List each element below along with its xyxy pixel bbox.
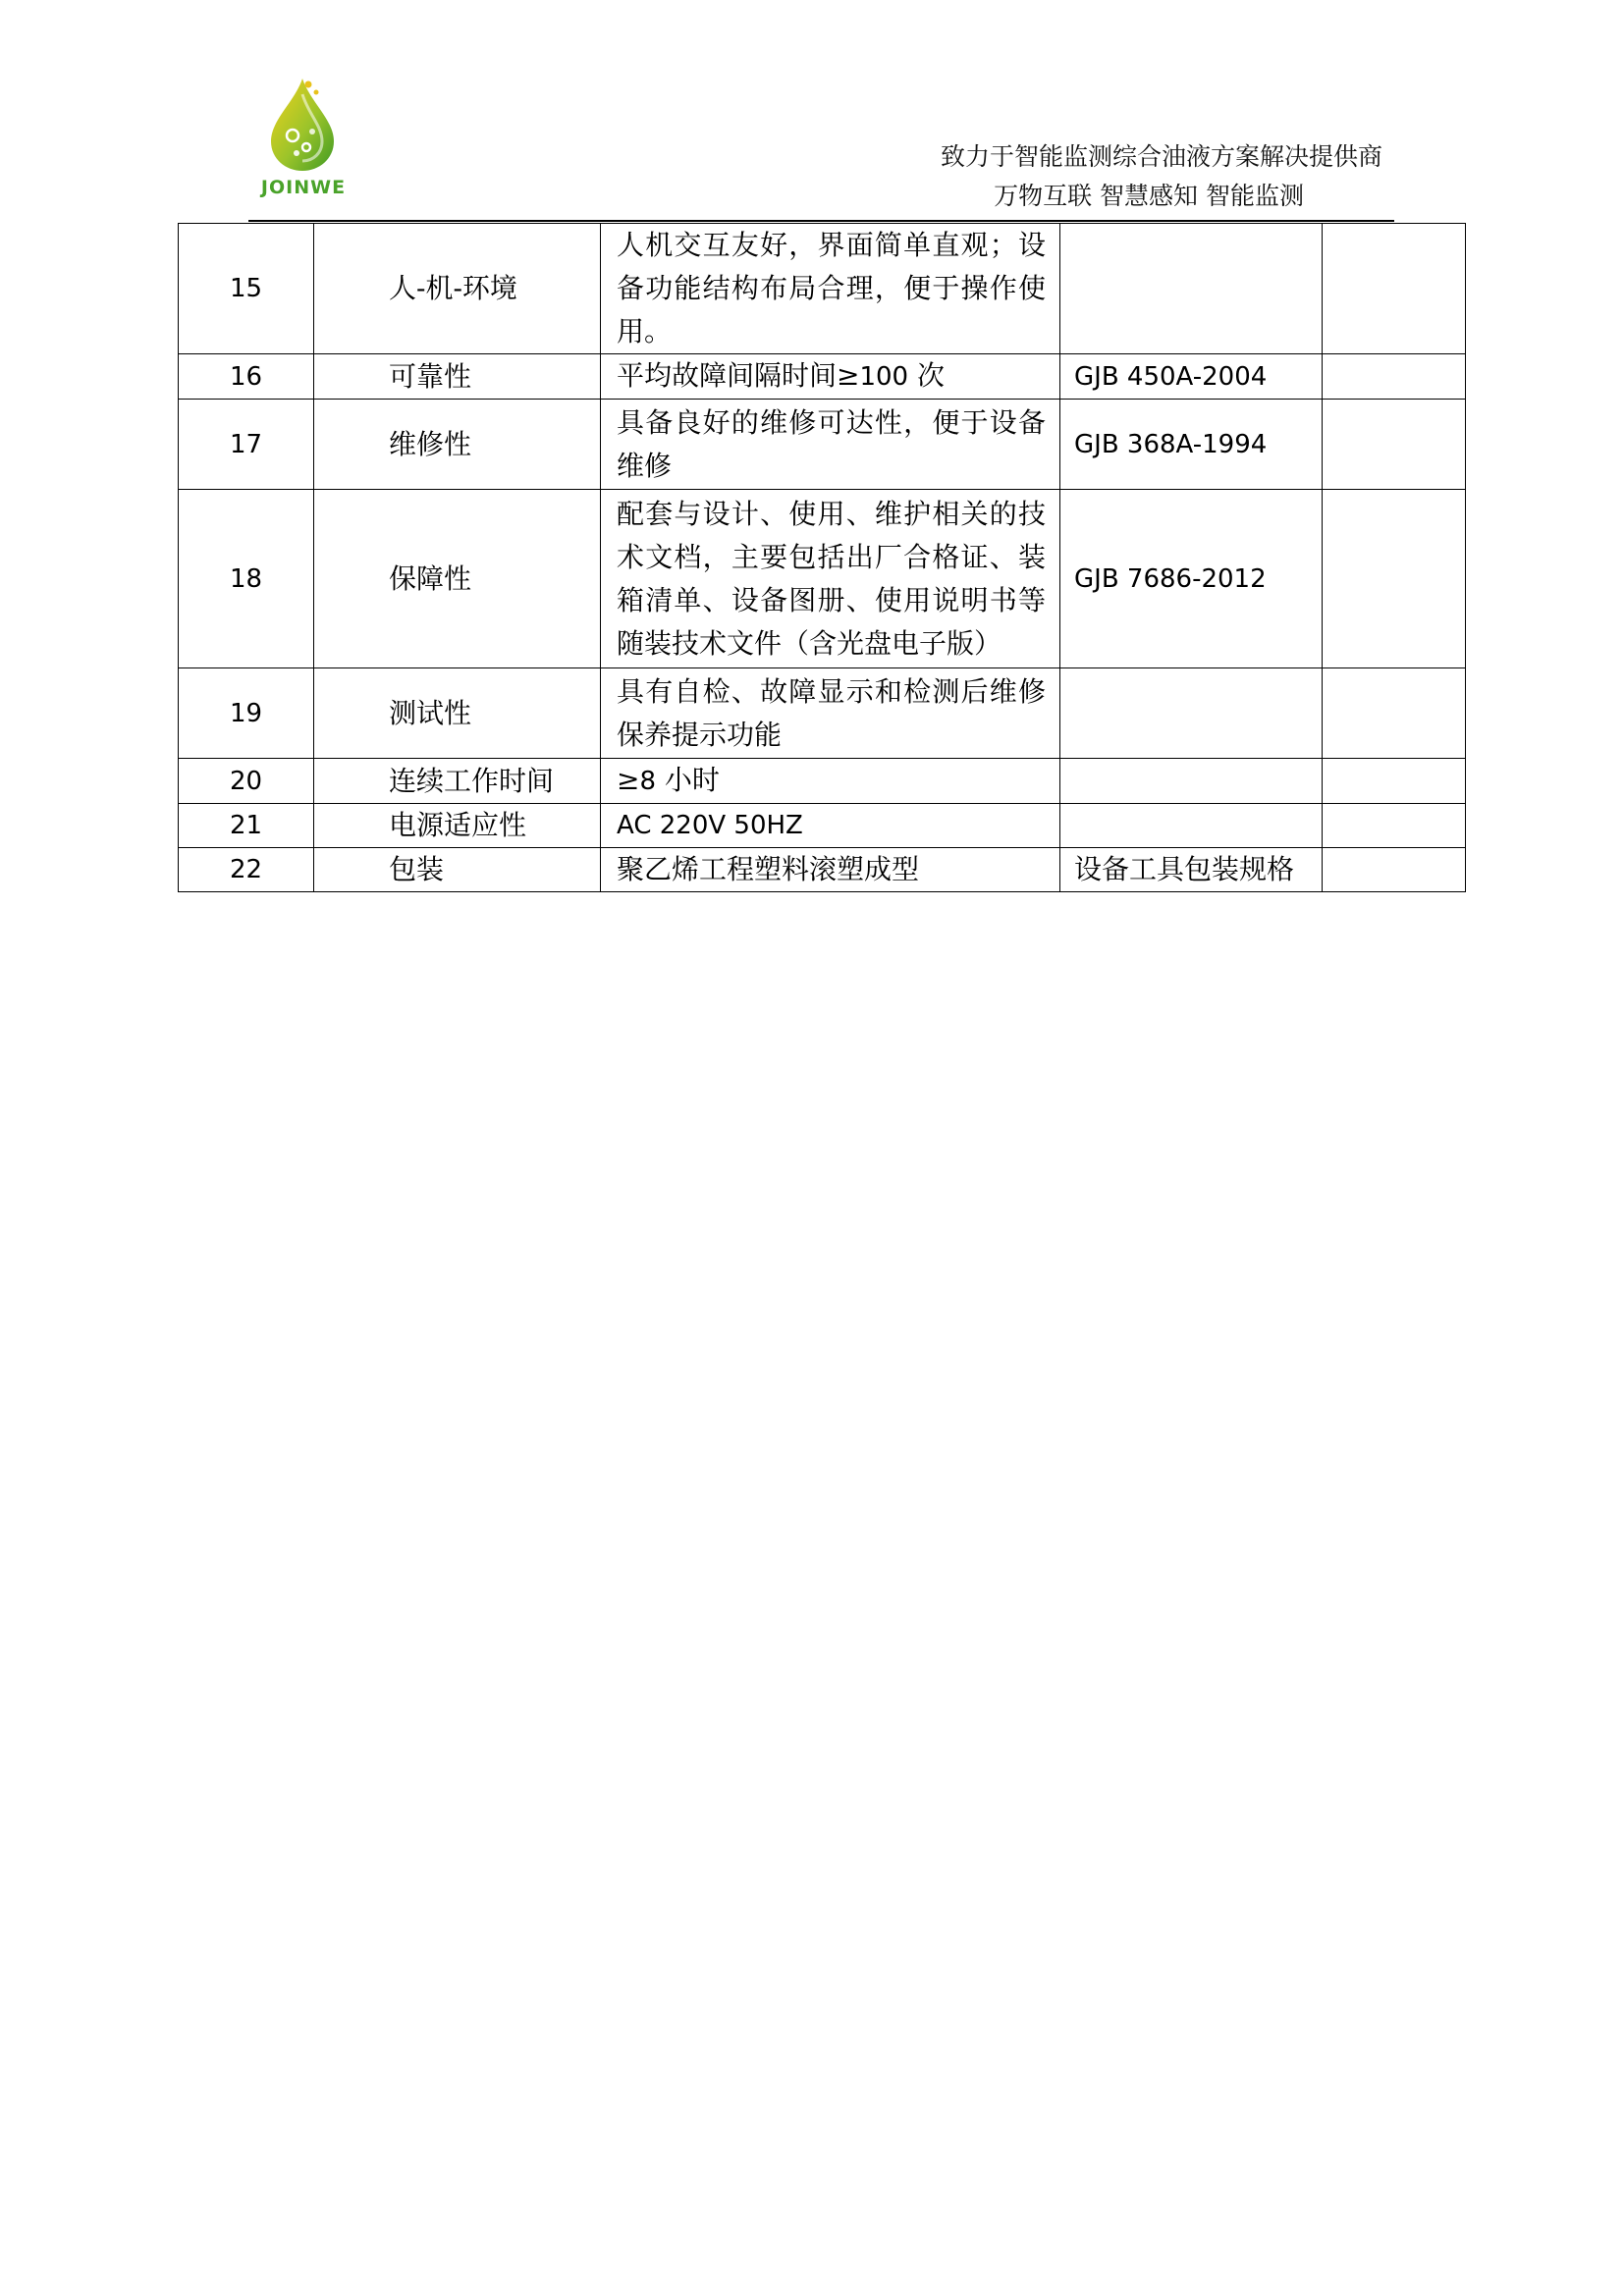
table-row [179, 668, 1466, 759]
row-requirement [601, 759, 1060, 804]
row-requirement: 具备良好的维修可达性，便于设备维修 [601, 400, 1060, 490]
row-note [1323, 668, 1466, 759]
requirement-unit: 小时 [656, 764, 720, 796]
oil-drop-logo-icon [263, 75, 342, 173]
row-item: 可靠性 [314, 354, 601, 400]
row-requirement [601, 354, 1060, 400]
requirement-text: ≥ [617, 764, 640, 796]
row-standard: GJB 450A-2004 [1060, 354, 1323, 400]
table-row [179, 804, 1466, 848]
table-row [179, 224, 1466, 354]
requirement-number: 100 [859, 362, 909, 392]
requirement-text: 平均故障间隔时间≥ [617, 359, 860, 392]
slogan-line-1: 致力于智能监测综合油液方案解决提供商 [940, 142, 1382, 171]
slogan-line-2: 万物互联 智慧感知 智能监测 [994, 182, 1304, 210]
spec-table [178, 223, 1466, 892]
page-header [0, 0, 1624, 226]
row-number: 17 [179, 400, 314, 490]
row-standard: GJB 7686-2012 [1060, 490, 1323, 668]
requirement-number: 8 [639, 767, 657, 796]
row-requirement: 聚乙烯工程塑料滚塑成型 [601, 848, 1060, 892]
row-number: 22 [179, 848, 314, 892]
row-note [1323, 759, 1466, 804]
row-item: 保障性 [314, 490, 601, 668]
row-standard [1060, 668, 1323, 759]
company-logo [249, 75, 357, 202]
row-note [1323, 848, 1466, 892]
row-number: 16 [179, 354, 314, 400]
row-requirement: 配套与设计、使用、维护相关的技术文档，主要包括出厂合格证、装箱清单、设备图册、使用说明书等随装技术文件（含光盘电子版） [601, 490, 1060, 668]
row-requirement: AC 220V 50HZ [601, 804, 1060, 848]
row-note [1323, 400, 1466, 490]
row-standard [1060, 224, 1323, 354]
table-row [179, 400, 1466, 490]
row-note [1323, 490, 1466, 668]
row-item: 连续工作时间 [314, 759, 601, 804]
row-note [1323, 804, 1466, 848]
row-item: 电源适应性 [314, 804, 601, 848]
row-standard [1060, 759, 1323, 804]
row-number: 15 [179, 224, 314, 354]
row-note [1323, 224, 1466, 354]
table-row [179, 354, 1466, 400]
row-requirement: 人机交互友好，界面简单直观；设备功能结构布局合理，便于操作使用。 [601, 224, 1060, 354]
row-requirement: 具有自检、故障显示和检测后维修保养提示功能 [601, 668, 1060, 759]
header-divider [248, 220, 1394, 222]
row-number: 21 [179, 804, 314, 848]
table-row [179, 759, 1466, 804]
row-note [1323, 354, 1466, 400]
row-standard [1060, 804, 1323, 848]
row-item: 人-机-环境 [314, 224, 601, 354]
row-item: 测试性 [314, 668, 601, 759]
row-number: 20 [179, 759, 314, 804]
row-number: 19 [179, 668, 314, 759]
table-row [179, 848, 1466, 892]
row-standard: GJB 368A-1994 [1060, 400, 1323, 490]
row-item: 维修性 [314, 400, 601, 490]
logo-text: JOINWE [260, 177, 347, 198]
row-item: 包装 [314, 848, 601, 892]
row-standard: 设备工具包装规格 [1060, 848, 1323, 892]
table-row [179, 490, 1466, 668]
row-number: 18 [179, 490, 314, 668]
requirement-unit: 次 [908, 359, 946, 392]
